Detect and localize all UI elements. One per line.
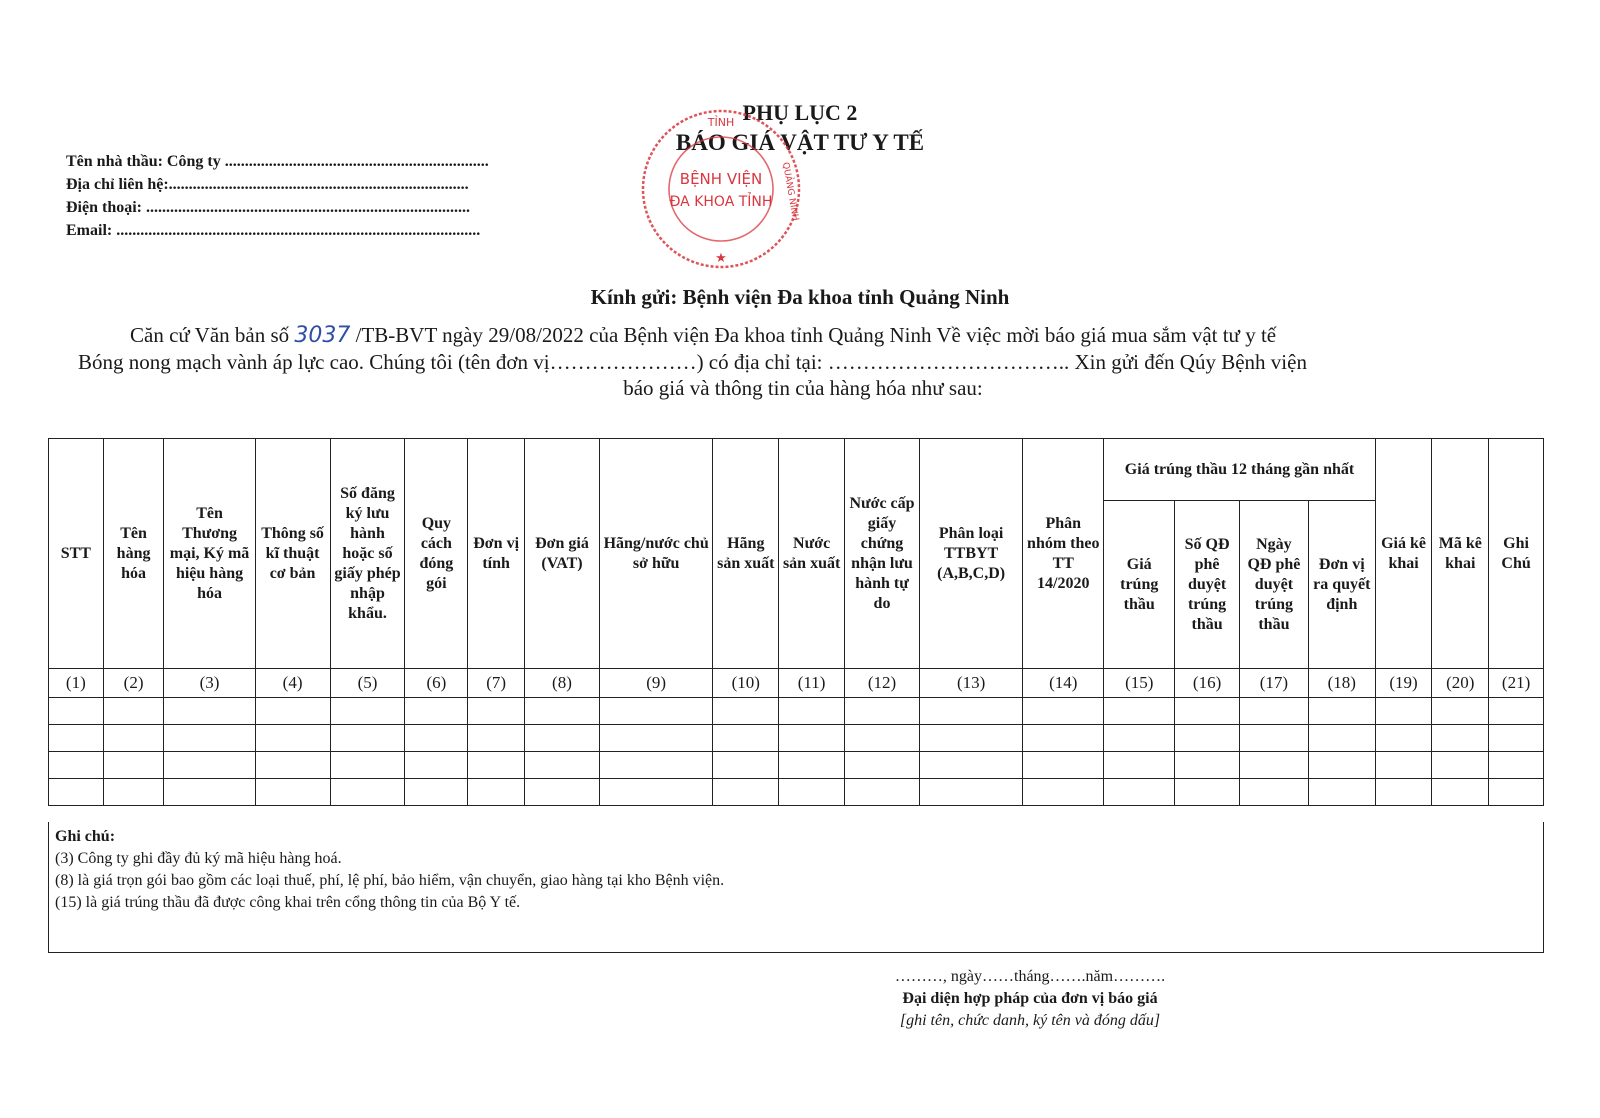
col-header: Nước cấp giấy chứng nhận lưu hành tự do	[845, 439, 920, 669]
group-header: Giá trúng thầu 12 tháng gần nhất	[1104, 439, 1375, 501]
intro-paragraph: Căn cứ Văn bản số 3037 /TB-BVT ngày 29/08/2022 của Bệnh viện Đa khoa tỉnh Quảng Ninh Về việc mời báo giá mua sắm vật tư y tế Bóng nong mạch vành áp lực cao. Chúng tôi (tên đơn vị…………………) có địa chỉ tại: …………………………….. Xin gửi đến Qúy Bệnh viện báo giá và thông tin của hàng hóa như sau:	[78, 323, 1307, 400]
addressee: Kính gửi: Bệnh viện Đa khoa tỉnh Quảng Ninh	[590, 285, 1010, 309]
col-header: Quy cách đóng gói	[405, 439, 468, 669]
svg-text:TỈNH: TỈNH	[707, 116, 735, 129]
col-header: Số QĐ phê duyệt trúng thầu	[1175, 501, 1240, 669]
col-header: Số đăng ký lưu hành hoặc số giấy phép nhập khẩu.	[330, 439, 405, 669]
contractor-email-field: Email: ...........................................................................................	[66, 222, 481, 239]
col-header: Ghi Chú	[1489, 439, 1544, 669]
document-number: 3037	[294, 323, 351, 348]
note-item: (15) là giá trúng thầu đã được công khai trên cổng thông tin của Bộ Y tế.	[55, 894, 521, 911]
representative-label: Đại diện hợp pháp của đơn vị báo giá	[902, 990, 1158, 1007]
col-header: Phân loại TTBYT (A,B,C,D)	[919, 439, 1022, 669]
svg-text:★: ★	[715, 250, 727, 265]
table-row	[49, 779, 1544, 806]
col-header: Giá trúng thầu	[1104, 501, 1175, 669]
contractor-address-field: Địa chỉ liên hệ:...........................................................................	[66, 176, 469, 193]
col-header: Nước sản xuất	[779, 439, 845, 669]
column-number-row: (1) (2) (3) (4) (5) (6) (7) (8) (9) (10) (11) (12) (13) (14) (15) (16) (17) (18) (19) (20) (21)	[49, 669, 1544, 698]
col-header: Ngày QĐ phê duyệt trúng thầu	[1239, 501, 1308, 669]
note-item: (8) là giá trọn gói bao gồm các loại thuế, phí, lệ phí, bảo hiểm, vận chuyển, giao hàng tại kho Bệnh viện.	[55, 872, 725, 889]
col-header: Hãng/nước chủ sở hữu	[599, 439, 712, 669]
contractor-phone-field: Điện thoại: .................................................................................	[66, 199, 470, 216]
signature-block	[700, 966, 1360, 1032]
date-line: ………, ngày……tháng…….năm……….	[894, 968, 1166, 985]
contractor-info	[66, 150, 489, 242]
quotation-table	[48, 438, 1544, 806]
table-row	[49, 698, 1544, 725]
svg-text:BỆNH VIỆN: BỆNH VIỆN	[679, 170, 763, 188]
note-item: (3) Công ty ghi đầy đủ ký mã hiệu hàng hoá.	[55, 850, 342, 867]
notes-title: Ghi chú:	[55, 828, 116, 845]
col-header: STT	[49, 439, 104, 669]
svg-text:QUẢNG NINH: QUẢNG NINH	[779, 161, 801, 222]
signature-instruction: [ghi tên, chức danh, ký tên và đóng dấu]	[899, 1012, 1161, 1029]
col-header: Đơn vị ra quyết định	[1308, 501, 1375, 669]
col-header: Hãng sản xuất	[713, 439, 779, 669]
col-header: Tên hàng hóa	[103, 439, 164, 669]
col-header: Đơn vị tính	[468, 439, 525, 669]
col-header: Thông số kĩ thuật cơ bản	[255, 439, 330, 669]
col-header: Mã kê khai	[1432, 439, 1489, 669]
svg-text:ĐA KHOA TỈNH: ĐA KHOA TỈNH	[669, 194, 773, 210]
appendix-title: PHỤ LỤC 2	[742, 100, 858, 125]
col-header: Tên Thương mại, Ký mã hiệu hàng hóa	[164, 439, 255, 669]
table-row	[49, 725, 1544, 752]
hospital-stamp	[638, 106, 804, 272]
contractor-name-field: Tên nhà thầu: Công ty ..................................................................	[66, 153, 489, 170]
notes-box	[48, 822, 1544, 953]
col-header: Phân nhóm theo TT 14/2020	[1023, 439, 1104, 669]
col-header: Đơn giá (VAT)	[525, 439, 600, 669]
col-header: Giá kê khai	[1375, 439, 1432, 669]
table-row	[49, 752, 1544, 779]
document-title: BÁO GIÁ VẬT TƯ Y TẾ	[675, 130, 925, 155]
